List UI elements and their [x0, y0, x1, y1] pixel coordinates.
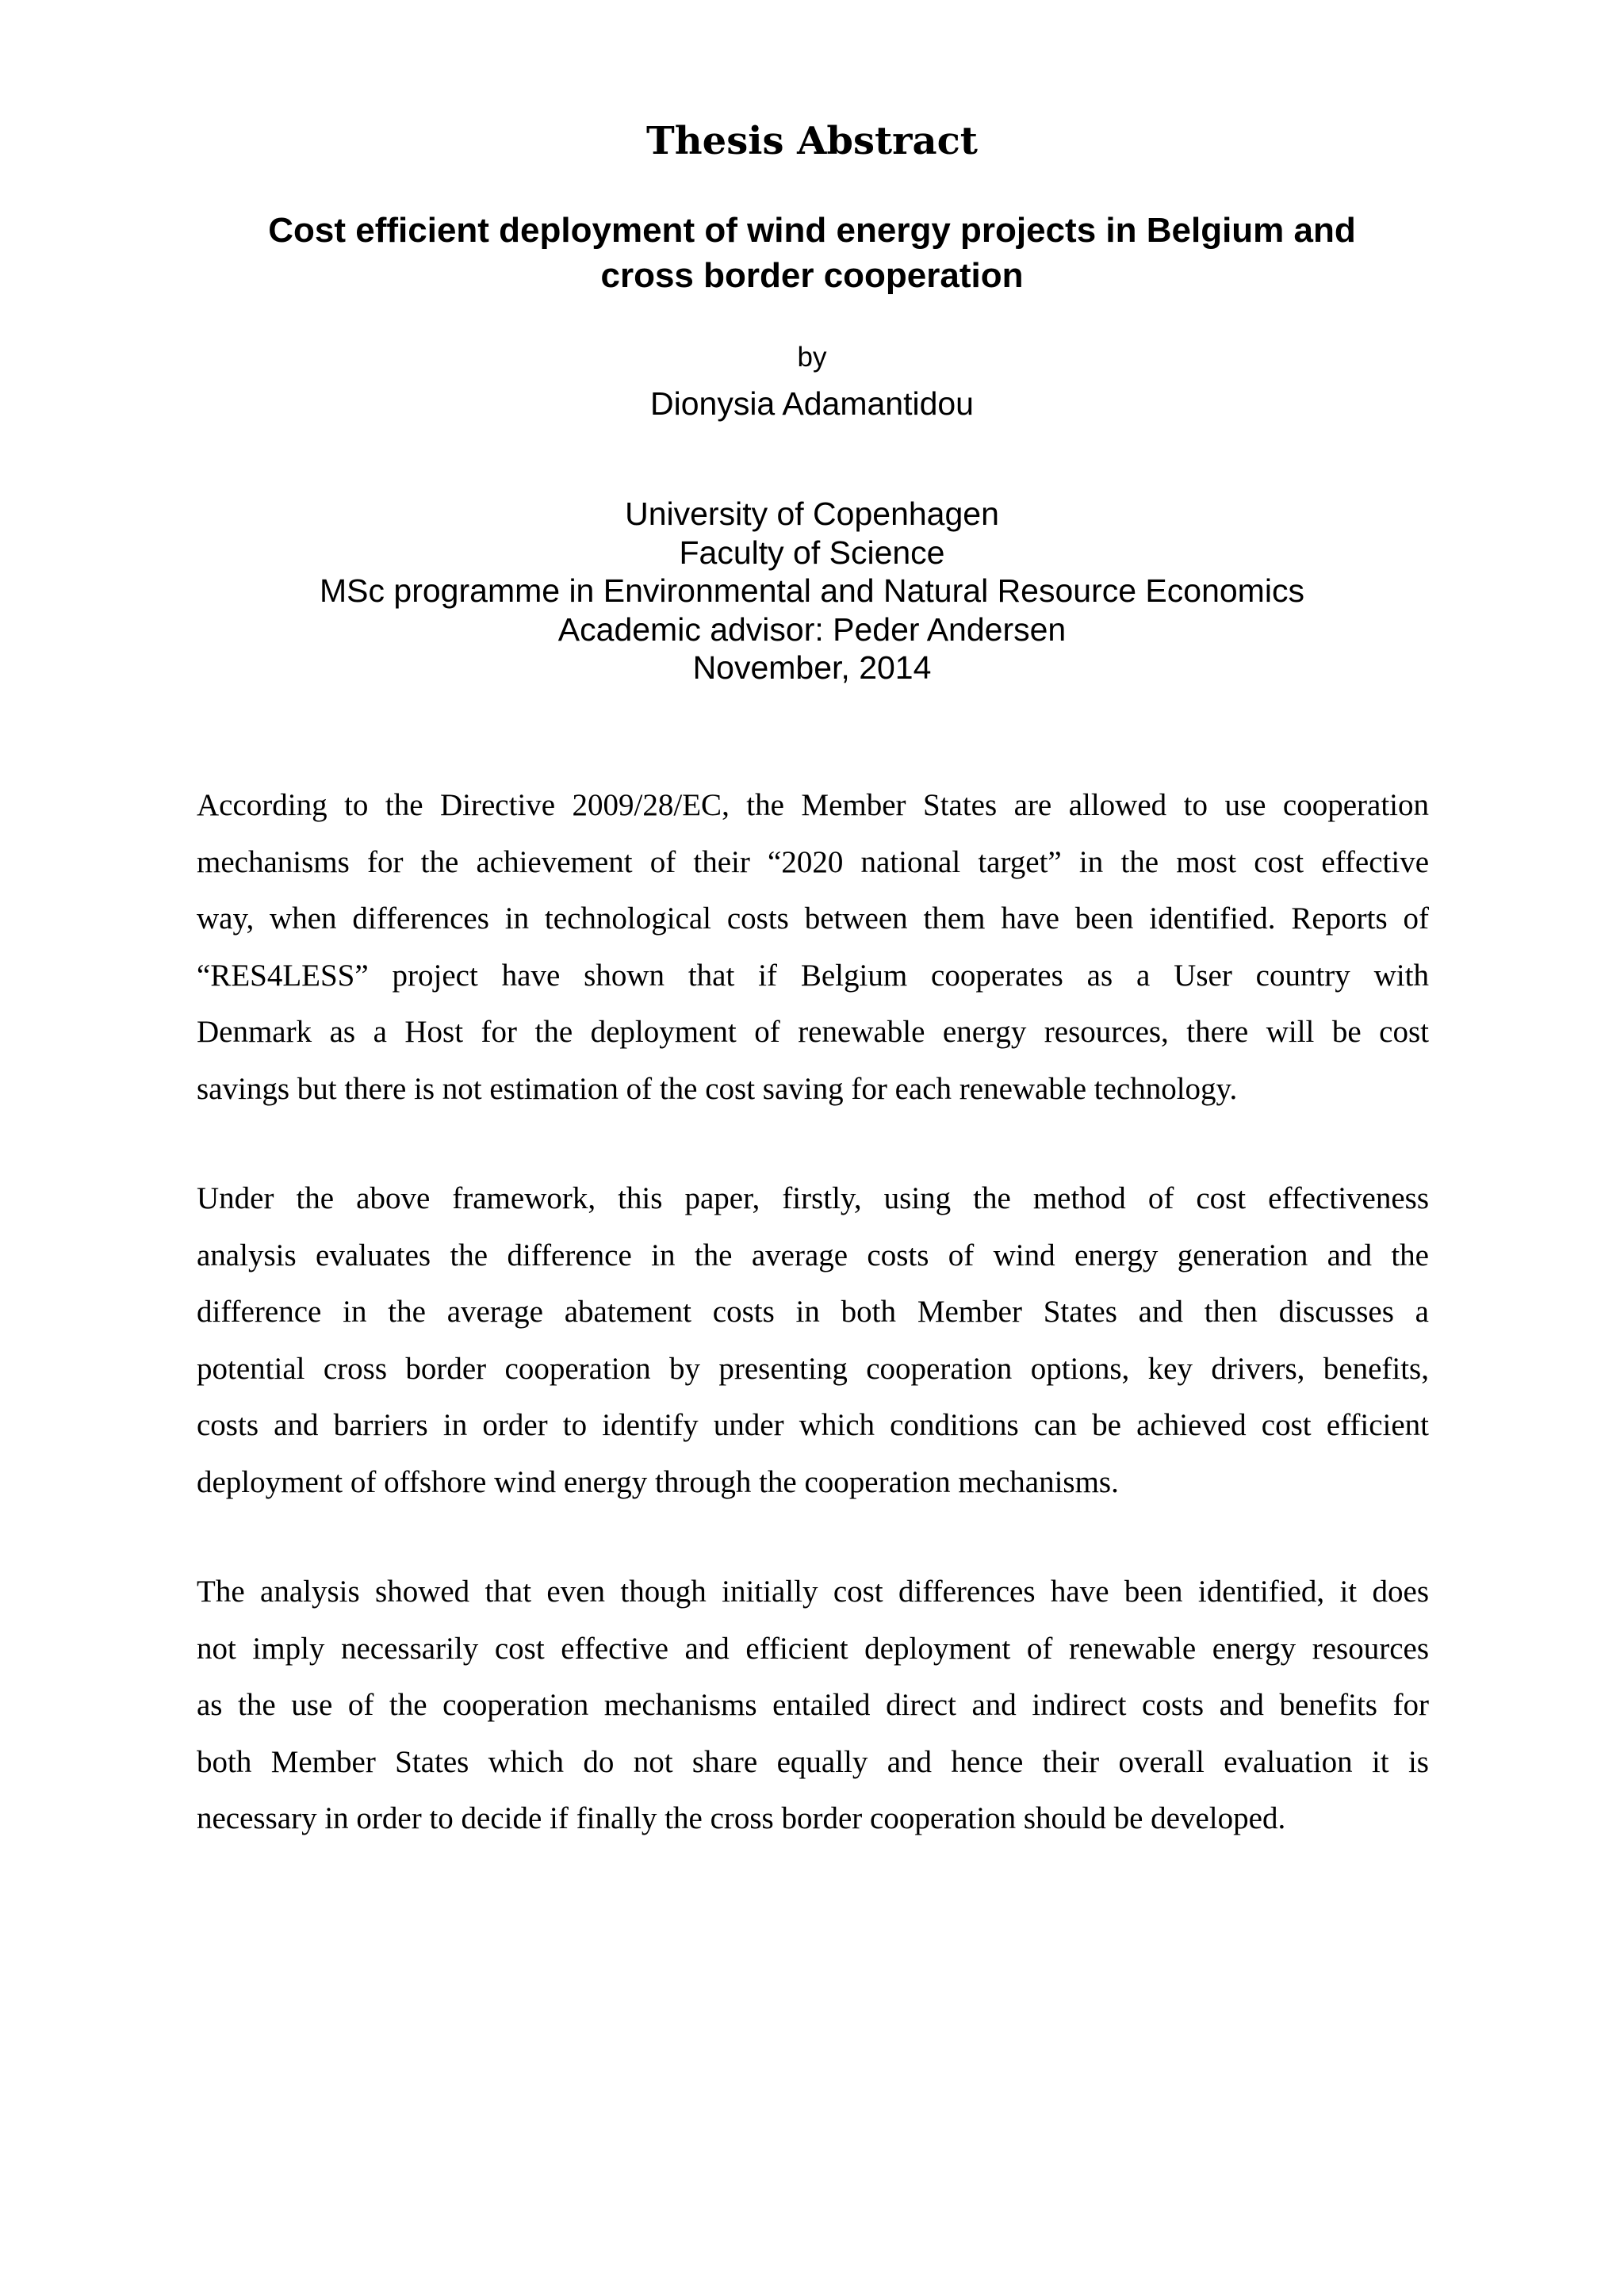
abstract-paragraph-3	[197, 1563, 1429, 1847]
academic-advisor: Academic advisor: Peder Andersen	[557, 610, 1067, 648]
paragraph-line: potential cross border cooperation by presenting cooperation options, key drivers, benefits,	[197, 1351, 1429, 1386]
paragraph-line: deployment of offshore wind energy through the cooperation mechanisms.	[197, 1464, 1119, 1499]
document-title: Thesis Abstract	[646, 119, 978, 163]
faculty-name: Faculty of Science	[679, 534, 945, 571]
paragraph-line: savings but there is not estimation of the cost saving for each renewable technology.	[197, 1071, 1238, 1106]
paragraph-line: necessary in order to decide if finally the cross border cooperation should be developed.	[197, 1801, 1286, 1835]
by-label: by	[797, 342, 827, 373]
paragraph-line: way, when differences in technological costs between them have been identified. Reports of	[197, 901, 1429, 936]
thesis-title	[178, 208, 1446, 298]
paragraph-line: “RES4LESS” project have shown that if Belgium cooperates as a User country with	[197, 958, 1429, 993]
university-name: University of Copenhagen	[625, 496, 999, 532]
programme-name: MSc programme in Environmental and Natural Resource Economics	[320, 572, 1304, 609]
paragraph-line: analysis evaluates the difference in the average costs of wind energy generation and the	[197, 1238, 1429, 1272]
paragraph-line: Under the above framework, this paper, firstly, using the method of cost effectiveness	[197, 1181, 1429, 1215]
paragraph-line: not imply necessarily cost effective and efficient deployment of renewable energy resources	[197, 1631, 1429, 1666]
submission-date: November, 2014	[692, 649, 932, 686]
author-name: Dionysia Adamantidou	[650, 385, 974, 422]
abstract-paragraph-2	[197, 1170, 1429, 1510]
paragraph-line: difference in the average abatement costs in both Member States and then discusses a	[197, 1295, 1429, 1329]
thesis-title-line: Cost efficient deployment of wind energy projects in Belgium and	[268, 211, 1356, 250]
paragraph-line: Denmark as a Host for the deployment of renewable energy resources, there will be cost	[197, 1015, 1429, 1049]
paragraph-line: as the use of the cooperation mechanisms entailed direct and indirect costs and benefits for	[197, 1688, 1429, 1722]
paragraph-line: According to the Directive 2009/28/EC, the Member States are allowed to use cooperation	[197, 788, 1429, 822]
paragraph-line: costs and barriers in order to identify under which conditions can be achieved cost efficient	[197, 1408, 1429, 1442]
paragraph-line: mechanisms for the achievement of their “2020 national target” in the most cost effective	[197, 844, 1429, 879]
paragraph-line: both Member States which do not share equally and hence their overall evaluation it is	[197, 1744, 1429, 1779]
abstract-paragraph-1	[197, 777, 1429, 1117]
affiliation-block	[0, 495, 1624, 687]
paragraph-line: The analysis showed that even though initially cost differences have been identified, it does	[197, 1575, 1429, 1609]
thesis-title-line: cross border cooperation	[600, 256, 1024, 295]
